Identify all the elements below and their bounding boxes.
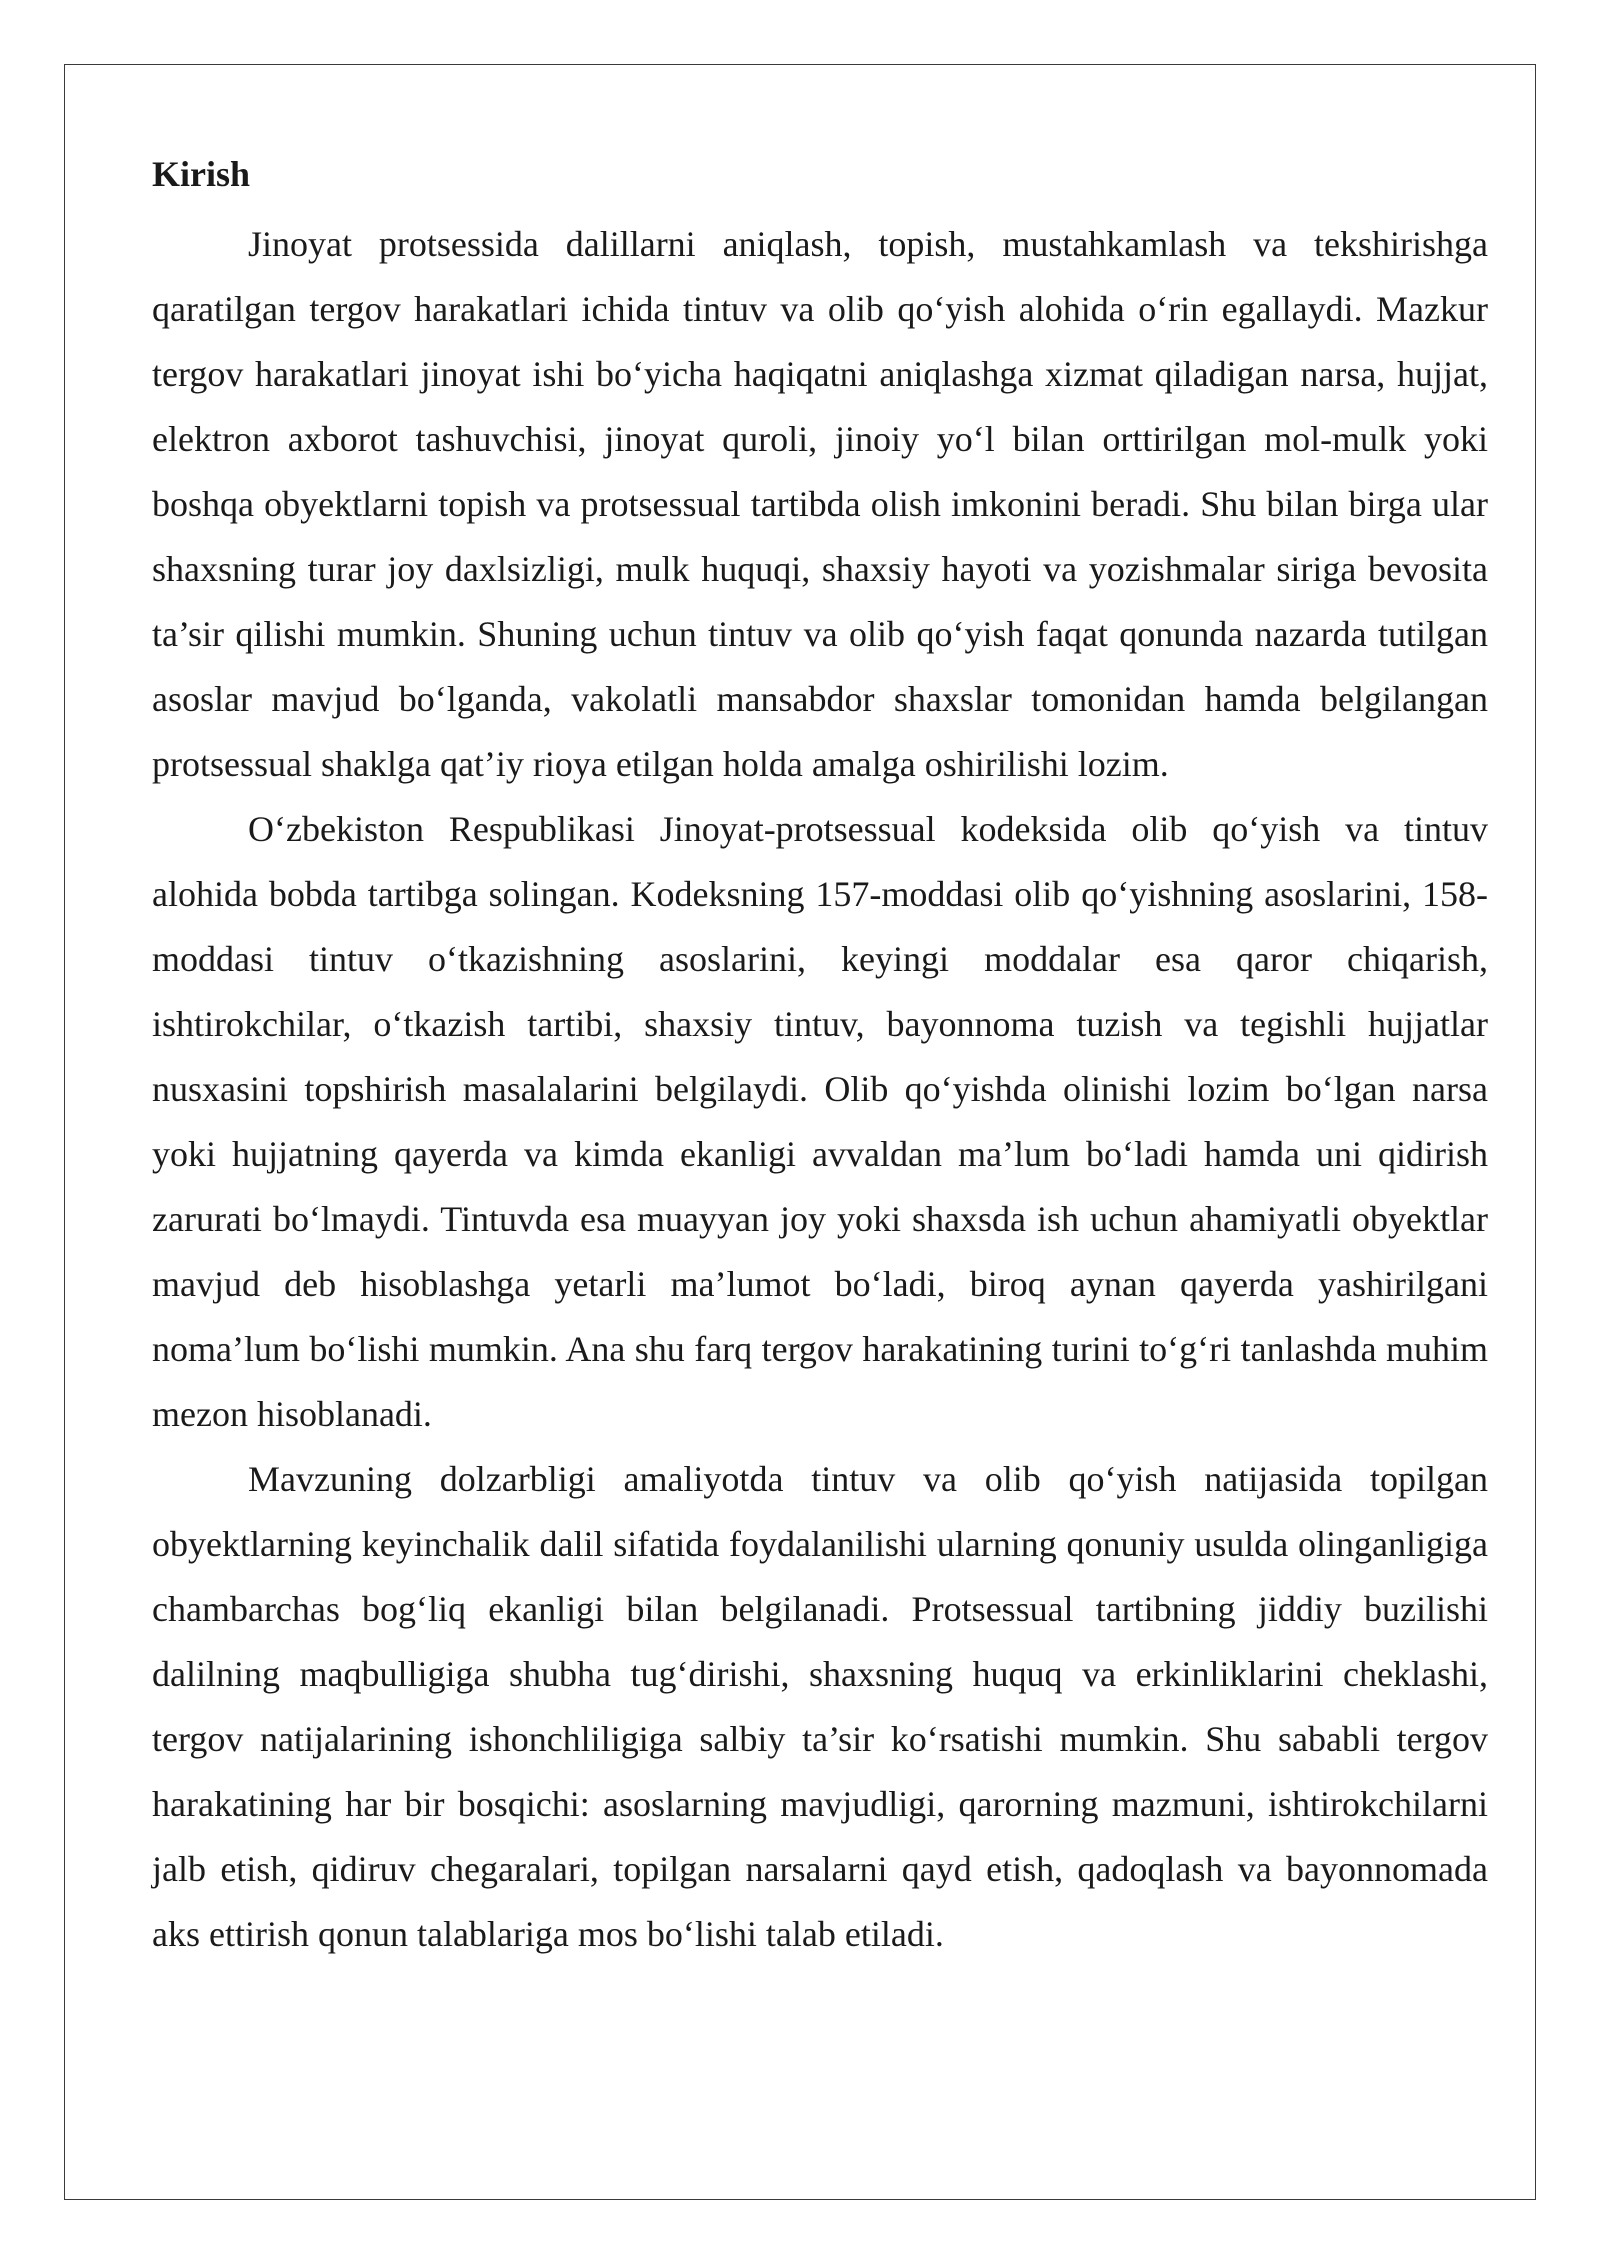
paragraph-2: O‘zbekiston Respublikasi Jinoyat-protsessual kodeksida olib qo‘yish va tintuv alohida bobda tartibga solingan. Kodeksning 157-moddasi olib qo‘yishning asoslarini, 158-moddasi tintuv o‘tkazishning asoslarini, keyingi moddalar esa qaror chiqarish, ishtirokchilar, o‘tkazish tartibi, shaxsiy tintuv, bayonnoma tuzish va tegishli hujjatlar nusxasini topshirish masalalarini belgilaydi. Olib qo‘yishda olinishi lozim bo‘lgan narsa yoki hujjatning qayerda va kimda ekanligi avvaldan ma’lum bo‘ladi hamda uni qidirish zarurati bo‘lmaydi. Tintuvda esa muayyan joy yoki shaxsda ish uchun ahamiyatli obyektlar mavjud deb hisoblashga yetarli ma’lumot bo‘ladi, biroq aynan qayerda yashirilgani noma’lum bo‘lishi mumkin. Ana shu farq tergov harakatining turini to‘g‘ri tanlashda muhim mezon hisoblanadi.: [152, 809, 1488, 1434]
paragraph-3: Mavzuning dolzarbligi amaliyotda tintuv va olib qo‘yish natijasida topilgan obyektlarning keyinchalik dalil sifatida foydalanilishi ularning qonuniy usulda olinganligiga chambarchas bog‘liq ekanligi bilan belgilanadi. Protsessual tartibning jiddiy buzilishi dalilning maqbulligiga shubha tug‘dirishi, shaxsning huquq va erkinliklarini cheklashi, tergov natijalarining ishonchliligiga salbiy ta’sir ko‘rsatishi mumkin. Shu sababli tergov harakatining har bir bosqichi: asoslarning mavjudligi, qarorning mazmuni, ishtirokchilarni jalb etish, qidiruv chegaralari, topilgan narsalarni qayd etish, qadoqlash va bayonnomada aks ettirish qonun talablariga mos bo‘lishi talab etiladi.: [152, 1459, 1488, 1954]
section-heading: Kirish: [152, 154, 251, 194]
paragraph-1: Jinoyat protsessida dalillarni aniqlash, topish, mustahkamlash va tekshirishga qaratilgan tergov harakatlari ichida tintuv va olib qo‘yish alohida o‘rin egallaydi. Mazkur tergov harakatlari jinoyat ishi bo‘yicha haqiqatni aniqlashga xizmat qiladigan narsa, hujjat, elektron axborot tashuvchisi, jinoyat quroli, jinoiy yo‘l bilan orttirilgan mol-mulk yoki boshqa obyektlarni topish va protsessual tartibda olish imkonini beradi. Shu bilan birga ular shaxsning turar joy daxlsizligi, mulk huquqi, shaxsiy hayoti va yozishmalar siriga bevosita ta’sir qilishi mumkin. Shuning uchun tintuv va olib qo‘yish faqat qonunda nazarda tutilgan asoslar mavjud bo‘lganda, vakolatli mansabdor shaxslar tomonidan hamda belgilangan protsessual shaklga qat’iy rioya etilgan holda amalga oshirilishi lozim.: [152, 224, 1488, 784]
document-body: [152, 150, 1488, 1967]
